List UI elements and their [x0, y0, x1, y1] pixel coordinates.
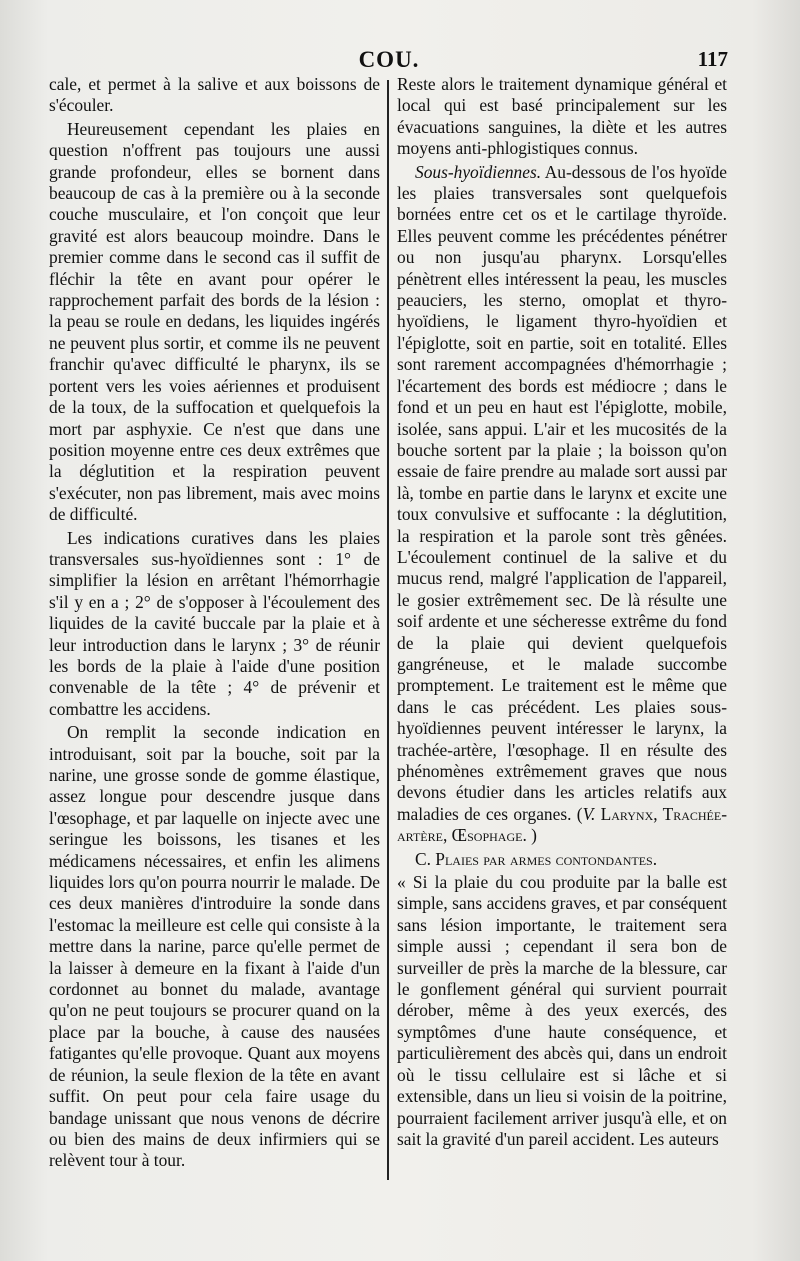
paragraph: Heureusement cependant les plaies en question n'offrent pas toujours une aussi grande profondeur, elles se bornent dans beaucoup de cas à la première ou à la seconde couche musculaire, et l'on conçoit que leur gravité est alors beaucoup moindre. Dans le premier comme dans le second cas il suffit de fléchir la tête en avant pour opérer le rapprochement parfait des bords de la lésion : la peau se roule en dedans, les liquides ingérés ne peuvent plus sortir, et comme ils ne peuvent franchir qu'avec difficulté le pharynx, ils se portent vers les voies aériennes et produisent de la toux, de la suffocation et quelquefois la mort par asphyxie. Ce n'est que dans une position moyenne entre ces deux extrêmes que la déglutition et la respiration peuvent s'exécuter, non pas librement, mais avec moins de difficulté. — [49, 118, 380, 525]
paragraph: cale, et permet à la salive et aux boissons de s'écouler. — [49, 74, 380, 116]
right-column — [397, 74, 727, 1152]
page-number: 117 — [697, 47, 728, 71]
paragraph: On remplit la seconde indication en introduisant, soit par la bouche, soit par la narine, une grosse sonde de gomme élastique, assez longue pour descendre jusque dans l'œsophage, et par laquelle on injecte avec une seringue les boissons, les tisanes et les médicamens nécessaires, et enfin les alimens liquides lors qu'on pourra nourrir le malade. De ces deux manières d'introduire la sonde dans l'estomac la meilleure est celle qui consiste à la mettre dans la narine, parce qu'elle permet de la laisser à demeure en la fixant à l'aide d'un cordonnet au bonnet du malade, avantage qu'on ne peut toujours se procurer quand on la place par la bouche, à cause des nausées fatigantes qu'elle provoque. Quant aux moyens de réunion, la seule flexion de la tête en avant suffit. On peut pour cela faire usage du bandage unissant que nous venons de décrire ou bien des mains de deux infirmiers qui se relèvent tour à tour. — [49, 722, 380, 1171]
column-divider — [387, 80, 389, 1180]
paragraph: « Si la plaie du cou produite par la balle est simple, sans accidens graves, et par conséquent sans lésion importante, le traitement sera simple aussi ; cependant il sera bon de surveiller de près la marche de la blessure, car le gonflement général qui survient pourrait dérober, même à des yeux exercés, des symptômes d'une haute conséquence, et particulièrement des abcès qui, dans un endroit où le tissu cellulaire est si lâche et si extensible, dans un lieu si voisin de la poitrine, pourraient facilement arriver jusqu'à elle, et on sait la gravité d'un pareil accident. Les auteurs — [397, 872, 727, 1149]
paragraph: Reste alors le traitement dynamique général et local qui est basé principalement sur les évacuations sanguines, la diète et les autres moyens anti-phlogistiques connus. — [397, 74, 727, 159]
section-label: Sous-hyoïdiennes. — [415, 161, 542, 182]
paragraph-text-end: ) — [526, 825, 537, 846]
paragraph-text: Au-dessous de l'os hyoïde les plaies transversales sont quelquefois bornées entre cet os et le cartilage thyroïde. Elles peuvent comme les précédentes pénétrer ou non jusqu'au pharynx. Lorsqu'elles pénètrent elles intéressent la peau, les muscles peauciers, les sterno, omoplat et thyro-hyoïdiens, le ligament thyro-hyoïdien et l'épiglotte, soit en partie, soit en totalité. Elles sont rarement accompagnées d'hémorrhagie ; l'écartement des bords est médiocre ; dans le fond et un peu en haut est l'épiglotte, mobile, isolée, sans appui. L'air et les mucosités de la bouche sortent par la plaie ; la boisson qu'on essaie de faire prendre au malade sort aussi par là, tombe en partie dans le larynx et excite une toux convulsive et suffocante : la déglutition, la respiration et la parole sont très gênées. L'écoulement continuel de la salive et du mucus rend, malgré l'application de l'appareil, le gosier extrêmement sec. De là résulte une soif ardente et une sécheresse extrême du fond de la plaie qui devient quelquefois gangréneuse, et le malade succombe promptement. Le traitement est le même que dans le cas précédent. Les plaies sous-hyoïdiennes peuvent intéresser le larynx, la trachée-artère, l'œsophage. Il en résulte des phénomènes extrêmement graves que nous devons étudier dans les articles relatifs aux maladies de ces organes. ( — [397, 161, 727, 824]
running-head: COU. — [358, 47, 420, 72]
paragraph: Les indications curatives dans les plaies transversales sus-hyoïdiennes sont : 1° de simplifier la lésion en arrêtant l'hémorrhagie s'il y en a ; 2° de s'opposer à l'écoulement des liquides de la cavité buccale par la plaie et à leur introduction dans le larynx ; 3° de réunir les bords de la plaie à l'aide d'une position convenable de la tête ; 4° de prévenir et combattre les accidens. — [49, 527, 380, 719]
page-header — [50, 47, 728, 77]
cross-reference-marker: V. — [582, 803, 596, 824]
section-heading: C. Plaies par armes contondantes. — [415, 848, 658, 869]
left-column — [49, 74, 380, 1174]
cross-reference: Larynx, Trachée-artère, Œsophage. — [397, 803, 727, 846]
paragraph — [397, 162, 727, 847]
